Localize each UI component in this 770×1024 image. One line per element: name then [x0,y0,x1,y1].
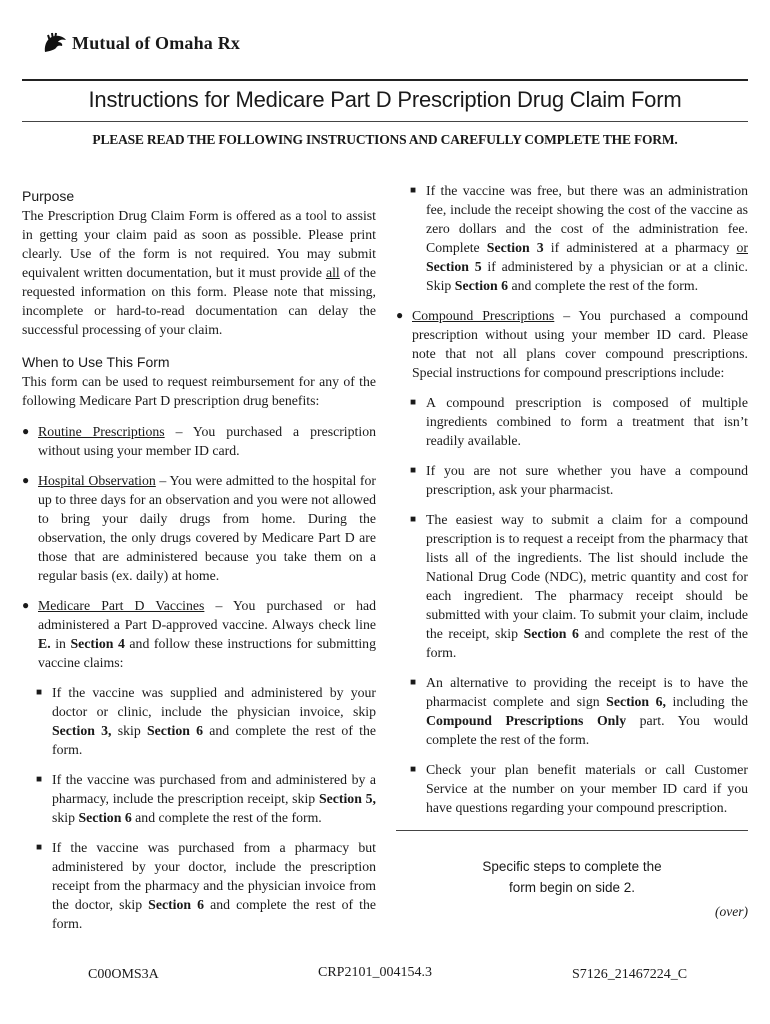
square-bullet-icon: ■ [410,764,417,775]
steps-note [396,856,748,898]
steps-line-1: Specific steps to complete the [482,859,662,874]
left-column [22,187,376,944]
page-title: Instructions for Medicare Part D Prescription Drug Claim Form [88,87,682,112]
over-note: (over) [715,904,748,919]
list-item-compound-3: ■ The easiest way to submit a claim for a compound prescription is to request a receipt from the pharmacy that lists all of the ingredients. The list should include the National Drug Code (NDC), metric quantity and cost for each ingredient. The pharmacy receipt should be submitted with your claim. To submit your claim, include the receipt, skip Section 6 and complete the rest of the form. [410,512,748,660]
list-item-vaccine-1: ■ If the vaccine was supplied and administered by your doctor or clinic, include the physician invoice, skip Section 3, skip Section 6 and complete the rest of the form. [36,685,376,757]
square-bullet-icon: ■ [36,687,43,698]
list-item-routine: ● Routine Prescriptions – You purchased a prescription without using your member ID card. [22,424,376,458]
purpose-heading: Purpose [22,188,75,204]
footer-code-left: C00OMS3A [88,967,159,982]
steps-rule [396,830,748,831]
list-item-compound-4: ■ An alternative to providing the receipt is to have the pharmacist complete and sign Section 6, including the Compound Prescriptions Only part. You would complete the rest of the form. [410,675,749,747]
when-heading: When to Use This Form [22,354,170,370]
indian-head-icon [42,32,68,54]
list-item-compound-2: ■ If you are not sure whether you have a compound prescription, ask your pharmacist. [410,463,748,497]
list-item-hospital: ● Hospital Observation – You were admitted to the hospital for up to three days for an observation and you were not allowed to bring your daily drugs from home. During the observation, the only drugs covered by Medicare Part D are those that are administered because you take them on a regular basis (ex. daily) at home. [22,473,376,583]
steps-line-2: form begin on side 2. [508,880,636,895]
logo-text: Mutual of Omaha Rx [72,32,241,53]
footer-code-center: CRP2101_004154.3 [318,965,432,980]
purpose-text: The Prescription Drug Claim Form is offered as a tool to assist in getting your claim paid as soon as possible. Please print clearly. Use of the form is not required. You may submit equivalent written documentation, but it must provide all of the requested information on this form. Please note that missing, incomplete or hard-to-read documentation can delay the successful processing of your claim. [22,208,377,337]
square-bullet-icon: ■ [36,842,43,853]
square-bullet-icon: ■ [36,774,43,785]
title-rule [22,121,748,122]
square-bullet-icon: ■ [410,185,417,196]
list-item-vaccines: ● Medicare Part D Vaccines – You purchased or had administered a Part D-approved vaccine. Always check line E. in Section 4 and follow these instructions for submitting vaccine claims: [22,598,377,670]
list-item-vaccine-3: ■ If the vaccine was purchased from a pharmacy but administered by your doctor, include the prescription receipt from the pharmacy and the physician invoice from the doctor, skip Section 6 and complete the rest of the form. [36,840,376,931]
header-rule [22,79,748,81]
bullet-icon: ● [396,308,404,322]
list-item-compound-5: ■ Check your plan benefit materials or call Customer Service at the number on your member ID card if you have questions regarding your compound prescription. [410,762,748,815]
when-intro: This form can be used to request reimbursement for any of the following Medicare Part D prescription drug benefits: [22,374,376,408]
right-column [396,181,748,828]
square-bullet-icon: ■ [410,465,417,476]
bullet-icon: ● [22,473,30,487]
list-item-compound-1: ■ A compound prescription is composed of multiple ingredients combined to form a treatment that isn’t readily available. [410,395,748,448]
list-item-vaccine-4: ■ If the vaccine was free, but there was an administration fee, include the receipt showing the cost of the vaccine as zero dollars and the cost of the administration fee. Complete Section 3 if administered at a pharmacy or Section 5 if administered by a physician or at a clinic. Skip Section 6 and complete the rest of the form. [410,183,748,293]
page-subtitle: PLEASE READ THE FOLLOWING INSTRUCTIONS AND CAREFULLY COMPLETE THE FORM. [92,132,678,147]
square-bullet-icon: ■ [410,677,417,688]
list-item-vaccine-2: ■ If the vaccine was purchased from and administered by a pharmacy, include the prescription receipt, skip Section 5, skip Section 6 and complete the rest of the form. [36,772,376,825]
footer-code-right: S7126_21467224_C [572,967,688,982]
bullet-icon: ● [22,598,30,612]
square-bullet-icon: ■ [410,514,417,525]
company-logo [42,32,240,54]
square-bullet-icon: ■ [410,397,417,408]
bullet-icon: ● [22,424,30,438]
list-item-compound: ● Compound Prescriptions – You purchased a compound prescription without using your member ID card. Please note that not all plans cover compound prescriptions. Special instructions for compound prescriptions include: [396,308,748,380]
